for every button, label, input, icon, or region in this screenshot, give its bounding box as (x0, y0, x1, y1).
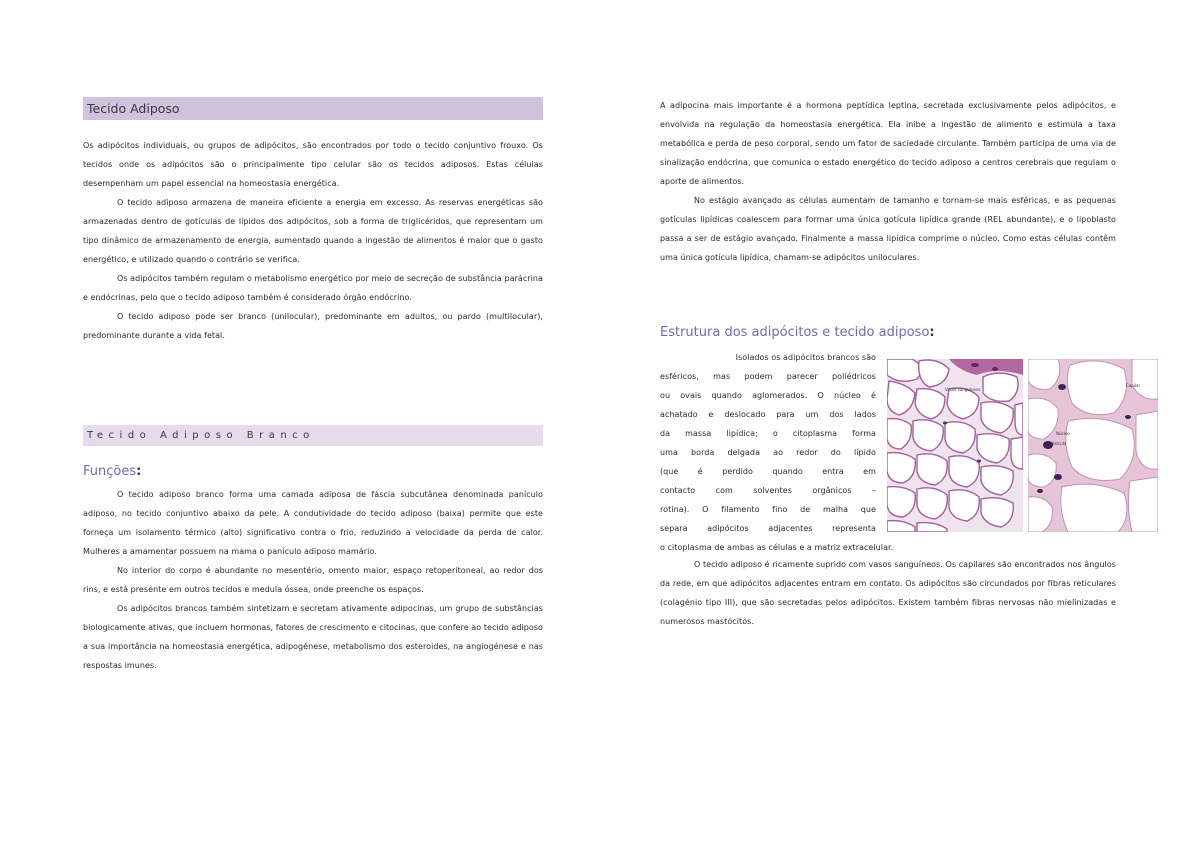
line: (que é perdido quando entra em (660, 467, 876, 476)
subheading-colon: : (929, 325, 935, 340)
section-heading-tecido-adiposo-branco: Tecido Adiposo Branco (83, 425, 543, 446)
intro-text (83, 136, 543, 345)
micrograph-white-adipose-high (1028, 359, 1158, 532)
funcoes-text (83, 485, 543, 675)
paragraph: No interior do corpo é abundante no mesentério, omento maior, espaço retoperitoneal, ao redor dos rins, e está presente em outros tecidos e medula óssea, onde preenche os espaços. (83, 566, 543, 594)
label-vasos: Vasos sanguíneos (945, 387, 981, 392)
label-capilar: Capilar (1126, 383, 1141, 388)
line: ou ovais quando aglomerados. O núcleo é (660, 391, 876, 400)
subheading-colon: : (136, 464, 142, 479)
line: o citoplasma de ambas as células e a matriz extracelular. (660, 543, 894, 552)
right-text-bottom (660, 555, 1116, 631)
right-text-top (660, 96, 1116, 267)
section-heading-tecido-adiposo: Tecido Adiposo (83, 97, 543, 120)
paragraph: Os adipócitos individuais, ou grupos de adipócitos, são encontrados por todo o tecido conjuntivo frouxo. Os tecidos onde os adipócitos são o principalmente tipo celular são os tecidos adiposos. Estas células desempenham um papel essencial na homeostasia energética. (83, 141, 543, 188)
subheading-estrutura (660, 325, 935, 340)
paragraph: Os adipócitos também regulam o metabolismo energético por meio de secreção de substância parácrina e endócrinas, pelo que o tecido adiposo também é considerado órgão endócrino. (83, 274, 543, 302)
paragraph: A adipocina mais importante é a hormona peptídica leptina, secretada exclusivamente pelos adipócitos, e envolvida na regulação da homeostasia energética. Ela inibe a ingestão de alimento e estimula a taxa metabólica e perda de peso corporal, sendo um fator de saciedade circulante. Também participa de uma via de sinalização endócrina, que comunica o estado energético do tecido adiposo a centros cerebrais que regulam o aporte de alimentos. (660, 101, 1116, 186)
paragraph: O tecido adiposo é ricamente suprido com vasos sanguíneos. Os capilares são encontrados nos ângulos da rede, em que adipócitos adjacentes entram em contato. Os adipócitos são circundados por fibras reticulares (colagénio tipo III), que são secretadas pelos adipócitos. Existem também fibras nervosas não mielinizadas e numerosos mastócitos. (660, 560, 1116, 626)
paragraph: Os adipócitos brancos também sintetizam e secretam ativamente adipocinas, um grupo de substâncias biologicamente ativas, que incluem hormonas, fatores de crescimento e citocinas, que confere ao tecido adiposo a sua importância na homeostasia energética, adipogénese, metabolismo dos esteroides, na angiogénese e nas respostas imunes. (83, 604, 543, 670)
line: uma borda delgada ao redor do lípido (660, 448, 876, 457)
subheading-estrutura-label: Estrutura dos adipócitos e tecido adiposo (660, 325, 930, 340)
subheading-funcoes-label: Funções (83, 464, 137, 479)
line: separa adipócitos adjacentes representa (660, 524, 876, 533)
label-nucleo: Núcleo (1056, 431, 1070, 436)
subheading-funcoes (83, 464, 141, 479)
paragraph: O tecido adiposo pode ser branco (unilocular), predominante em adultos, ou pardo (multilocular), predominante durante a vida fetal. (83, 312, 543, 340)
adipose-micrographs (887, 359, 1158, 532)
micrograph-white-adipose-low (887, 359, 1023, 532)
line: contacto com solventes orgânicos – (660, 486, 876, 495)
line: da massa lipídica; o citoplasma forma (660, 429, 876, 438)
line: esféricos, mas podem parecer poliédricos (660, 372, 876, 381)
label-vesicula: Vesícula (1050, 441, 1067, 446)
paragraph: O tecido adiposo branco forma uma camada adiposa de fáscia subcutânea denominada panículo adiposo, no tecido conjuntivo abaixo da pele. A condutividade do tecido adiposo (baixa) permite que este forneça um isolamento térmico (alto) significativo contra o frio, reduzindo a velocidade da perda de calor. Mulheres a amamentar possuem na mama o panículo adiposo mamário. (83, 490, 543, 556)
line: achatado e deslocado para um dos lados (660, 410, 876, 419)
line: rotina). O filamento fino de malha que (660, 505, 876, 514)
estrutura-text (660, 348, 876, 538)
paragraph: No estágio avançado as células aumentam de tamanho e tornam-se mais esféricas, e as pequenas gotículas lipídicas coalescem para formar uma única gotícula lipídica grande (REL abundante), e o lipoblasto passa a ser de estágio avançado. Finalmente a massa lipídica comprime o núcleo. Como estas células contêm uma única gotícula lipídica, chamam-se adipócitos uniloculares. (660, 196, 1116, 262)
paragraph: O tecido adiposo armazena de maneira eficiente a energia em excesso. As reservas energéticas são armazenadas dentro de gotículas de lípidos dos adipócitos, sob a forma de triglicéridos, que representam um tipo dinâmico de armazenamento de energia, aumentado quando a ingestão de alimentos é maior que o gasto energético, e utilizado quando o contrário se verifica. (83, 198, 543, 264)
line: Isolados os adipócitos brancos são (735, 353, 876, 362)
